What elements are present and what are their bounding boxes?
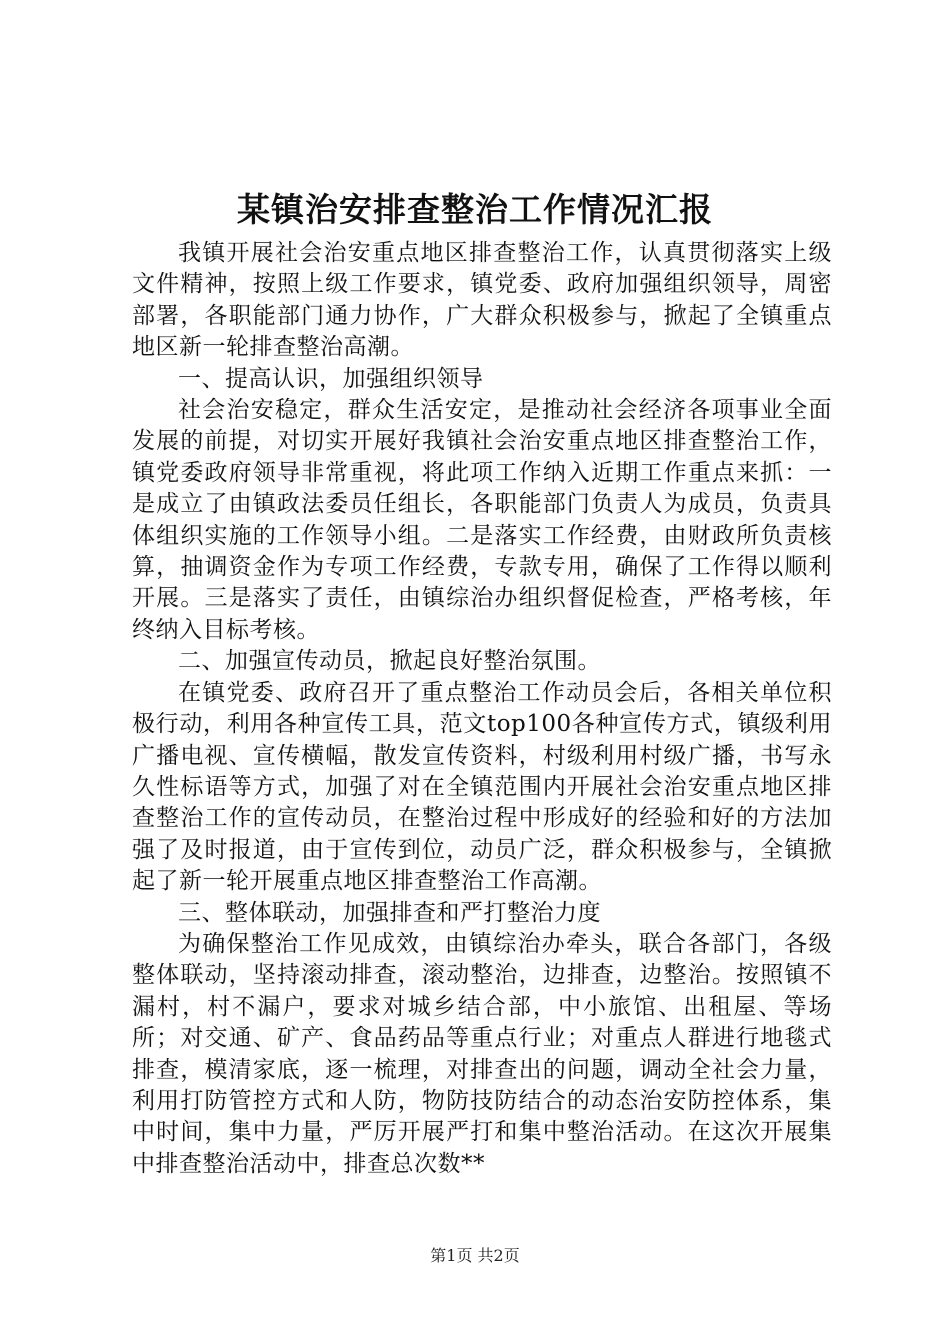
section-heading-1: 一、提高认识，加强组织领导 <box>178 365 484 392</box>
section-heading-2: 二、加强宣传动员，掀起良好整治氛围。 <box>178 648 601 675</box>
section-1-paragraph: 社会治安稳定，群众生活安定，是推动社会经济各项事业全面发展的前提，对切实开展好我镇社会治安重点地区排查整治工作，镇党委政府领导非常重视，将此项工作纳入近期工作重点来抓：一是成立了由镇政法委员任组长，各职能部门负责人为成员，负责具体组织实施的工作领导小组。二是落实工作经费，由财政所负责核算，抽调资金作为专项工作经费，专款专用，确保了工作得以顺利开展。三是落实了责任，由镇综治办组织督促检查，严格考核，年终纳入目标考核。 <box>132 397 832 643</box>
section-2-paragraph: 在镇党委、政府召开了重点整治工作动员会后，各相关单位积极行动，利用各种宣传工具，范文top100各种宣传方式，镇级利用广播电视、宣传横幅，散发宣传资料，村级利用村级广播，书写永久性标语等方式，加强了对在全镇范围内开展社会治安重点地区排查整治工作的宣传动员，在整治过程中形成好的经验和好的方法加强了及时报道，由于宣传到位，动员广泛，群众积极参与，全镇掀起了新一轮开展重点地区排查整治工作高潮。 <box>132 679 832 895</box>
page-number-footer: 第1页 共2页 <box>430 1246 520 1265</box>
section-3-paragraph: 为确保整治工作见成效，由镇综治办牵头，联合各部门，各级整体联动，坚持滚动排查，滚动整治，边排查，边整治。按照镇不漏村，村不漏户，要求对城乡结合部，中小旅馆、出租屋、等场所；对交通、矿产、食品药品等重点行业；对重点人群进行地毯式排查，模清家底，逐一梳理，对排查出的问题，调动全社会力量，利用打防管控方式和人防，物防技防结合的动态治安防控体系，集中时间，集中力量，严厉开展严打和集中整治活动。在这次开展集中排查整治活动中，排查总次数** <box>132 930 832 1177</box>
section-heading-3: 三、整体联动，加强排查和严打整治力度 <box>178 899 601 926</box>
document-body <box>132 238 832 1180</box>
document-title: 某镇治安排查整治工作情况汇报 <box>237 190 713 229</box>
intro-paragraph: 我镇开展社会治安重点地区排查整治工作，认真贯彻落实上级文件精神，按照上级工作要求，镇党委、政府加强组织领导，周密部署，各职能部门通力协作，广大群众积极参与，掀起了全镇重点地区新一轮排查整治高潮。 <box>132 240 832 361</box>
